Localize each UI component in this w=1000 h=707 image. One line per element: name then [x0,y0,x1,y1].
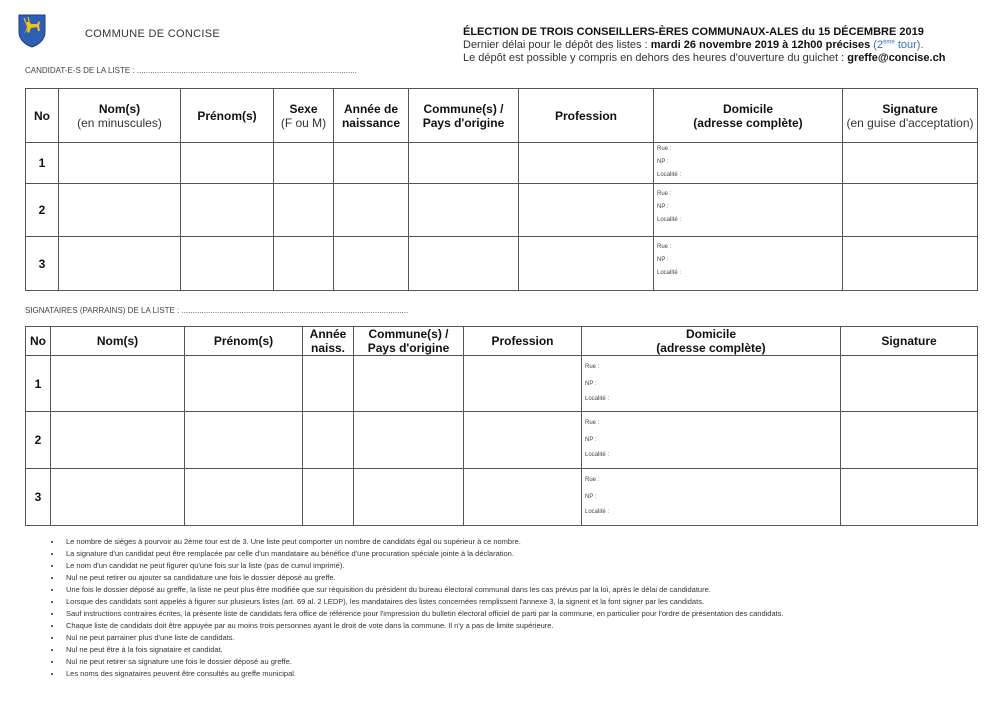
nom-cell[interactable] [59,143,181,184]
nom-cell[interactable] [59,184,181,237]
commune-cell[interactable] [409,143,519,184]
list-item: • Nul ne peut retirer sa signature une fois le dossier déposé au greffe. [62,656,992,668]
profession-cell[interactable] [464,469,582,526]
table-row [26,143,978,184]
signature-cell[interactable] [841,412,978,469]
row-number: 2 [26,184,59,237]
col-sexe: Sexe (F ou M) [274,89,334,143]
col-signature: Signature [841,327,978,356]
deposit-prefix: Le dépôt est possible y compris en dehors des heures d'ouverture du guichet : [463,52,848,64]
commune-cell[interactable] [409,184,519,237]
signature-cell[interactable] [843,184,978,237]
candidates-table [25,88,978,291]
commune-cell[interactable] [354,469,464,526]
nom-cell[interactable] [51,356,185,412]
list-item: • Le nombre de sièges à pourvoir au 2ème tour est de 3. Une liste peut comporter un nombre de candidats égal ou supérieur à ce nombre. [62,536,992,548]
list-item: • Chaque liste de candidats doit être appuyée par au moins trois personnes ayant le droit de vote dans la commune. Il n'y a pas de limite supérieure. [62,620,992,632]
col-annee: Année de naissance [334,89,409,143]
list-item: • Nul ne peut parrainer plus d'une liste de candidats. [62,632,992,644]
domicile-cell[interactable]: Rue : NP : Localité : [654,184,843,237]
col-prenom: Prénom(s) [181,89,274,143]
col-annee: Année naiss. [303,327,354,356]
sexe-cell[interactable] [274,143,334,184]
table-row [26,356,978,412]
election-title: ÉLECTION DE TROIS CONSEILLERS-ÈRES COMMUNAUX-ALES du 15 DÉCEMBRE 2019 [463,26,924,38]
col-nom: Nom(s) (en minuscules) [59,89,181,143]
nom-cell[interactable] [59,237,181,291]
commune-name: COMMUNE DE CONCISE [85,28,220,40]
signatories-header-row [26,327,978,356]
signatories-table [25,326,978,526]
greffe-email: greffe@concise.ch [847,52,946,64]
col-commune: Commune(s) / Pays d'origine [409,89,519,143]
signatories-heading: SIGNATAIRES (PARRAINS) DE LA LISTE : ...................................................................................................... [25,306,409,315]
row-number: 1 [26,356,51,412]
prenom-cell[interactable] [185,412,303,469]
domicile-cell[interactable]: Rue : NP : Localité : [582,469,841,526]
table-row [26,469,978,526]
list-item: • Une fois le dossier déposé au greffe, la liste ne peut plus être modifiée que sur réquisition du président du bureau électoral communal dans les cas prévus par la loi, après le délai de candidature. [62,584,992,596]
col-profession: Profession [519,89,654,143]
row-number: 3 [26,237,59,291]
col-domicile: Domicile (adresse complète) [654,89,843,143]
col-signature: Signature (en guise d'acceptation) [843,89,978,143]
commune-cell[interactable] [354,356,464,412]
prenom-cell[interactable] [185,469,303,526]
deadline-prefix: Dernier délai pour le dépôt des listes : [463,39,651,51]
deadline-line [463,39,945,52]
domicile-cell[interactable]: Rue : NP : Localité : [654,143,843,184]
profession-cell[interactable] [464,412,582,469]
list-item: • Nul ne peut être à la fois signataire et candidat. [62,644,992,656]
list-item: • Sauf instructions contraires écrites, la présente liste de candidats fera office de référence pour l'impression du bulletin électoral officiel de parti par la commune, en particulier pour l'ordre de présentation des candidats. [62,608,992,620]
signature-cell[interactable] [843,237,978,291]
domicile-cell[interactable]: Rue : NP : Localité : [654,237,843,291]
domicile-cell[interactable]: Rue : NP : Localité : [582,356,841,412]
col-prenom: Prénom(s) [185,327,303,356]
profession-cell[interactable] [519,237,654,291]
row-number: 1 [26,143,59,184]
annee-cell[interactable] [303,412,354,469]
list-item: • Le nom d'un candidat ne peut figurer qu'une fois sur la liste (pas de cumul imprimé). [62,560,992,572]
deposit-line [463,52,945,65]
prenom-cell[interactable] [181,237,274,291]
commune-cell[interactable] [409,237,519,291]
signature-cell[interactable] [843,143,978,184]
annee-cell[interactable] [303,469,354,526]
nom-cell[interactable] [51,412,185,469]
table-row [26,237,978,291]
table-row [26,184,978,237]
domicile-cell[interactable]: Rue : NP : Localité : [582,412,841,469]
candidates-heading: CANDIDAT-E-S DE LA LISTE : ................................................................................................... [25,66,357,75]
rules-list [40,536,992,680]
annee-cell[interactable] [303,356,354,412]
list-item: • Les noms des signataires peuvent être consultés au greffe municipal. [62,668,992,680]
sexe-cell[interactable] [274,184,334,237]
annee-cell[interactable] [334,143,409,184]
sexe-cell[interactable] [274,237,334,291]
list-item: • La signature d'un candidat peut être remplacée par celle d'un mandataire au bénéfice d'une procuration spéciale jointe à la déclaration. [62,548,992,560]
concise-coat-of-arms-icon [18,14,46,48]
col-commune: Commune(s) / Pays d'origine [354,327,464,356]
commune-cell[interactable] [354,412,464,469]
prenom-cell[interactable] [181,143,274,184]
prenom-cell[interactable] [185,356,303,412]
nom-cell[interactable] [51,469,185,526]
row-number: 2 [26,412,51,469]
col-no: No [26,327,51,356]
col-domicile: Domicile (adresse complète) [582,327,841,356]
prenom-cell[interactable] [181,184,274,237]
annee-cell[interactable] [334,237,409,291]
col-no: No [26,89,59,143]
row-number: 3 [26,469,51,526]
list-item: • Nul ne peut retirer ou ajouter sa candidature une fois le dossier déposé au greffe. [62,572,992,584]
profession-cell[interactable] [519,184,654,237]
signature-cell[interactable] [841,469,978,526]
col-profession: Profession [464,327,582,356]
deadline-tour: (2ème tour). [870,39,924,51]
profession-cell[interactable] [519,143,654,184]
col-nom: Nom(s) [51,327,185,356]
list-item: • Lorsque des candidats sont appelés à figurer sur plusieurs listes (art. 69 al. 2 LEDP), les mandataires des listes concernées remplissent l'annexe 3, la signent et la font signer par les candidats. [62,596,992,608]
candidates-header-row [26,89,978,143]
table-row [26,412,978,469]
annee-cell[interactable] [334,184,409,237]
deadline-date: mardi 26 novembre 2019 à 12h00 précises [650,39,871,51]
document-header [463,26,945,65]
signature-cell[interactable] [841,356,978,412]
profession-cell[interactable] [464,356,582,412]
